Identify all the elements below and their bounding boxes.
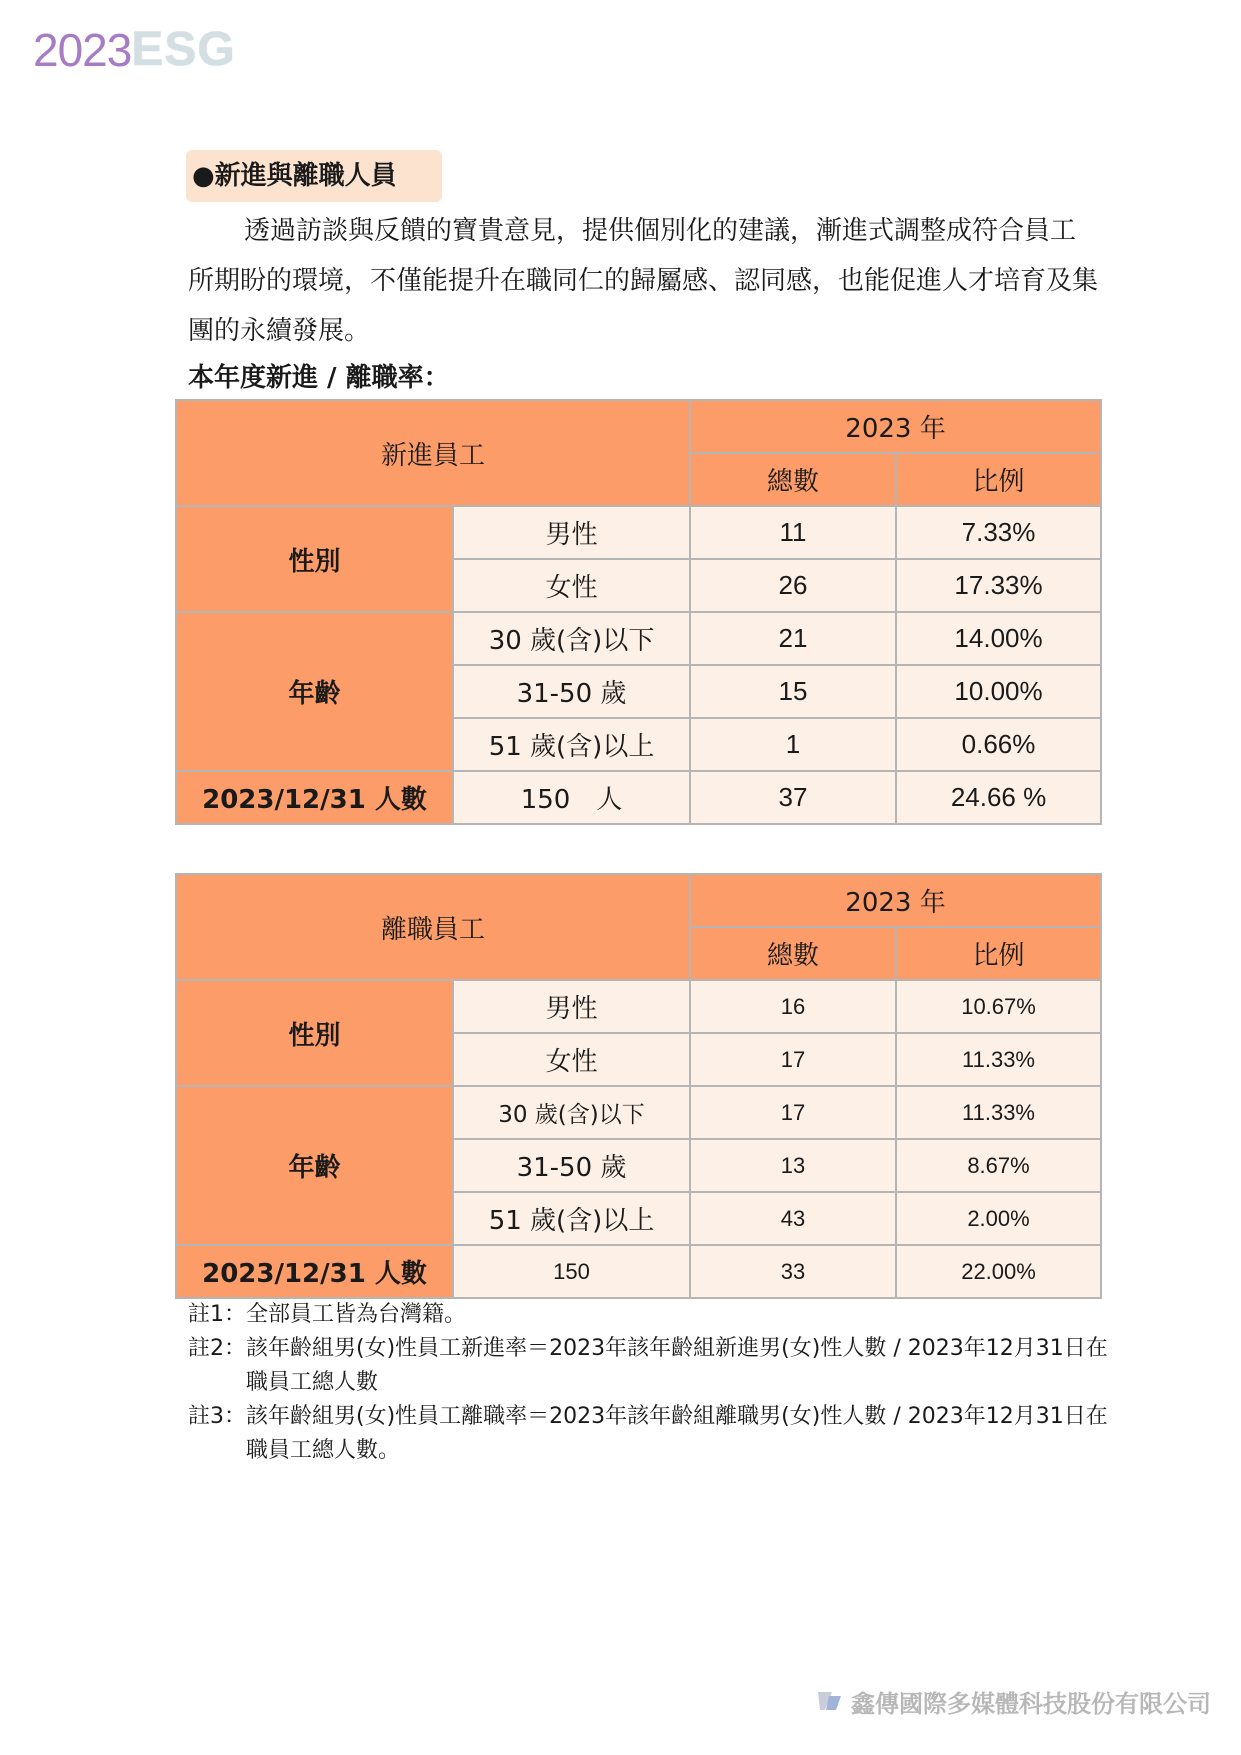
new-hire-table <box>175 399 1102 825</box>
ratio-cell: 22.00% <box>896 1245 1101 1298</box>
table-row <box>176 506 1101 559</box>
total-cell: 17 <box>690 1086 896 1139</box>
section-heading: ●新進與離職人員 <box>186 150 442 202</box>
intro-paragraph: 透過訪談與反饋的寶貴意見，提供個別化的建議，漸進式調整成符合員工所期盼的環境，不僅能提升在職同仁的歸屬感、認同感，也能促進人才培育及集團的永續發展。 <box>188 216 1099 346</box>
company-name: 鑫傳國際多媒體科技股份有限公司 <box>851 1689 1211 1718</box>
ratio-cell: 0.66% <box>896 718 1101 771</box>
table-notes <box>188 1298 1108 1468</box>
ratio-cell: 11.33% <box>896 1086 1101 1139</box>
total-cell: 37 <box>690 771 896 824</box>
total-cell: 43 <box>690 1192 896 1245</box>
note-3 <box>188 1400 1108 1468</box>
headcount-date-label: 2023/12/31 人數 <box>176 771 453 824</box>
ratio-header: 比例 <box>896 453 1101 506</box>
row-label: 男性 <box>453 506 690 559</box>
row-label: 51 歲(含)以上 <box>453 1192 690 1245</box>
row-label: 30 歲(含)以下 <box>453 612 690 665</box>
page-footer <box>815 1683 1211 1719</box>
ratio-cell: 10.67% <box>896 980 1101 1033</box>
rate-heading: 本年度新進 / 離職率： <box>188 363 450 393</box>
row-label: 51 歲(含)以上 <box>453 718 690 771</box>
headcount-date-label: 2023/12/31 人數 <box>176 1245 453 1298</box>
total-cell: 11 <box>690 506 896 559</box>
row-label: 女性 <box>453 1033 690 1086</box>
total-cell: 16 <box>690 980 896 1033</box>
total-header: 總數 <box>690 453 896 506</box>
table-row <box>176 1086 1101 1139</box>
total-row <box>176 1245 1101 1298</box>
logo-year: 2023 <box>33 24 132 76</box>
row-label: 31-50 歲 <box>453 665 690 718</box>
ratio-cell: 24.66 % <box>896 771 1101 824</box>
row-label: 31-50 歲 <box>453 1139 690 1192</box>
table-row <box>176 612 1101 665</box>
note-2 <box>188 1332 1108 1400</box>
note-text: 該年齡組男(女)性員工離職率＝2023年該年齡組離職男(女)性人數 / 2023年12月31日在職員工總人數。 <box>246 1404 1108 1463</box>
ratio-cell: 14.00% <box>896 612 1101 665</box>
note-text: 全部員工皆為台灣籍。 <box>246 1302 467 1327</box>
note-text: 該年齡組男(女)性員工新進率＝2023年該年齡組新進男(女)性人數 / 2023年12月31日在職員工總人數 <box>246 1336 1108 1395</box>
note-tag: 註2： <box>188 1336 246 1361</box>
total-cell: 26 <box>690 559 896 612</box>
ratio-cell: 17.33% <box>896 559 1101 612</box>
total-header: 總數 <box>690 927 896 980</box>
ratio-cell: 11.33% <box>896 1033 1101 1086</box>
departure-table <box>175 873 1102 1299</box>
total-row <box>176 771 1101 824</box>
row-label: 男性 <box>453 980 690 1033</box>
row-label: 女性 <box>453 559 690 612</box>
ratio-cell: 8.67% <box>896 1139 1101 1192</box>
total-cell: 33 <box>690 1245 896 1298</box>
year-header: 2023 年 <box>690 400 1101 453</box>
gender-group-label: 性別 <box>176 506 453 612</box>
age-group-label: 年齡 <box>176 612 453 771</box>
headcount-cell: 150 人 <box>453 771 690 824</box>
company-logo-icon <box>815 1688 843 1714</box>
table-title: 離職員工 <box>176 874 690 980</box>
total-cell: 13 <box>690 1139 896 1192</box>
table-header-row <box>176 874 1101 927</box>
total-cell: 15 <box>690 665 896 718</box>
gender-group-label: 性別 <box>176 980 453 1086</box>
age-group-label: 年齡 <box>176 1086 453 1245</box>
table-header-row <box>176 400 1101 453</box>
ratio-header: 比例 <box>896 927 1101 980</box>
table-title: 新進員工 <box>176 400 690 506</box>
esg-report-logo <box>33 22 236 78</box>
total-cell: 1 <box>690 718 896 771</box>
row-label: 30 歲(含)以下 <box>453 1086 690 1139</box>
note-1 <box>188 1298 1108 1332</box>
ratio-cell: 10.00% <box>896 665 1101 718</box>
note-tag: 註3： <box>188 1404 246 1429</box>
table-row <box>176 980 1101 1033</box>
total-cell: 17 <box>690 1033 896 1086</box>
logo-esg-mark: ESG <box>131 23 236 76</box>
year-header: 2023 年 <box>690 874 1101 927</box>
ratio-cell: 7.33% <box>896 506 1101 559</box>
total-cell: 21 <box>690 612 896 665</box>
ratio-cell: 2.00% <box>896 1192 1101 1245</box>
note-tag: 註1： <box>188 1302 246 1327</box>
headcount-cell: 150 <box>453 1245 690 1298</box>
